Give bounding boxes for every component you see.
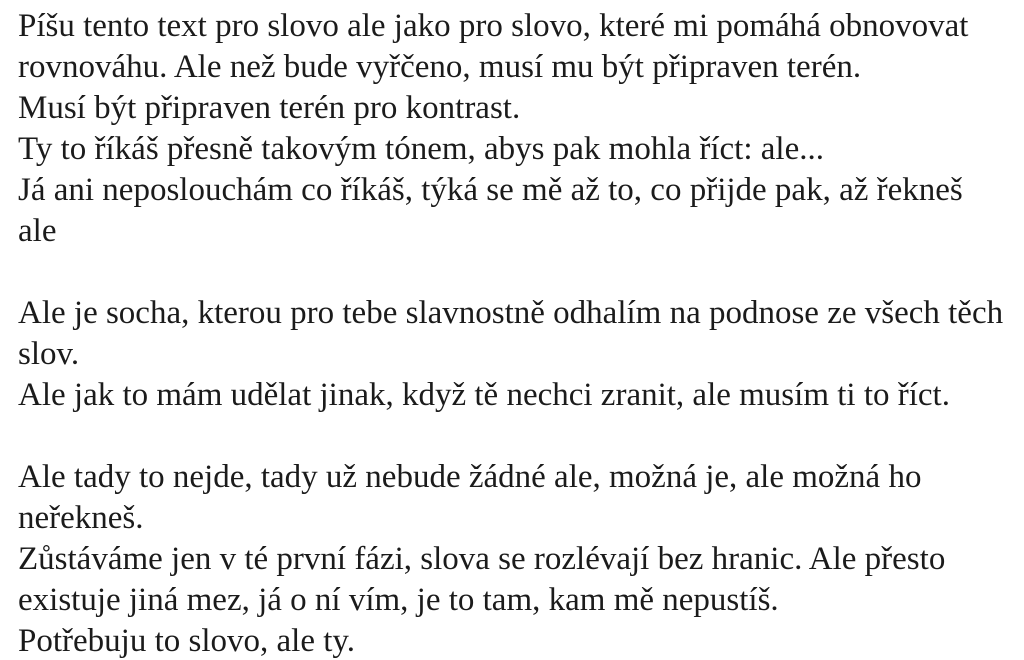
blank-line: [18, 252, 1016, 293]
text-line: rovnováhu. Ale než bude vyřčeno, musí mu být připraven terén.: [18, 49, 862, 85]
text-line: ale: [18, 213, 57, 249]
text-line: Ale tady to nejde, tady už nebude žádné ale, možná je, ale možná ho: [18, 459, 922, 495]
text-line: neřekneš.: [18, 500, 144, 536]
text-line: Ale je socha, kterou pro tebe slavnostně odhalím na podnose ze všech těch: [18, 295, 1004, 331]
text-line: Ty to říkáš přesně takovým tónem, abys pak mohla říct: ale...: [18, 131, 824, 167]
text-line: Potřebuju to slovo, ale ty.: [18, 623, 355, 659]
text-line: Ale jak to mám udělat jinak, když tě nechci zranit, ale musím ti to říct.: [18, 377, 950, 413]
text-line: Zůstáváme jen v té první fázi, slova se rozlévají bez hranic. Ale přesto: [18, 541, 946, 577]
text-line: slov.: [18, 336, 80, 372]
text-line: Já ani neposlouchám co říkáš, týká se mě až to, co přijde pak, až řekneš: [18, 172, 963, 208]
text-line: Musí být připraven terén pro kontrast.: [18, 90, 521, 126]
poem-text: [18, 6, 1016, 660]
text-line: existuje jiná mez, já o ní vím, je to tam, kam mě nepustíš.: [18, 582, 779, 618]
blank-line: [18, 416, 1016, 457]
text-line: Píšu tento text pro slovo ale jako pro slovo, které mi pomáhá obnovovat: [18, 8, 969, 44]
